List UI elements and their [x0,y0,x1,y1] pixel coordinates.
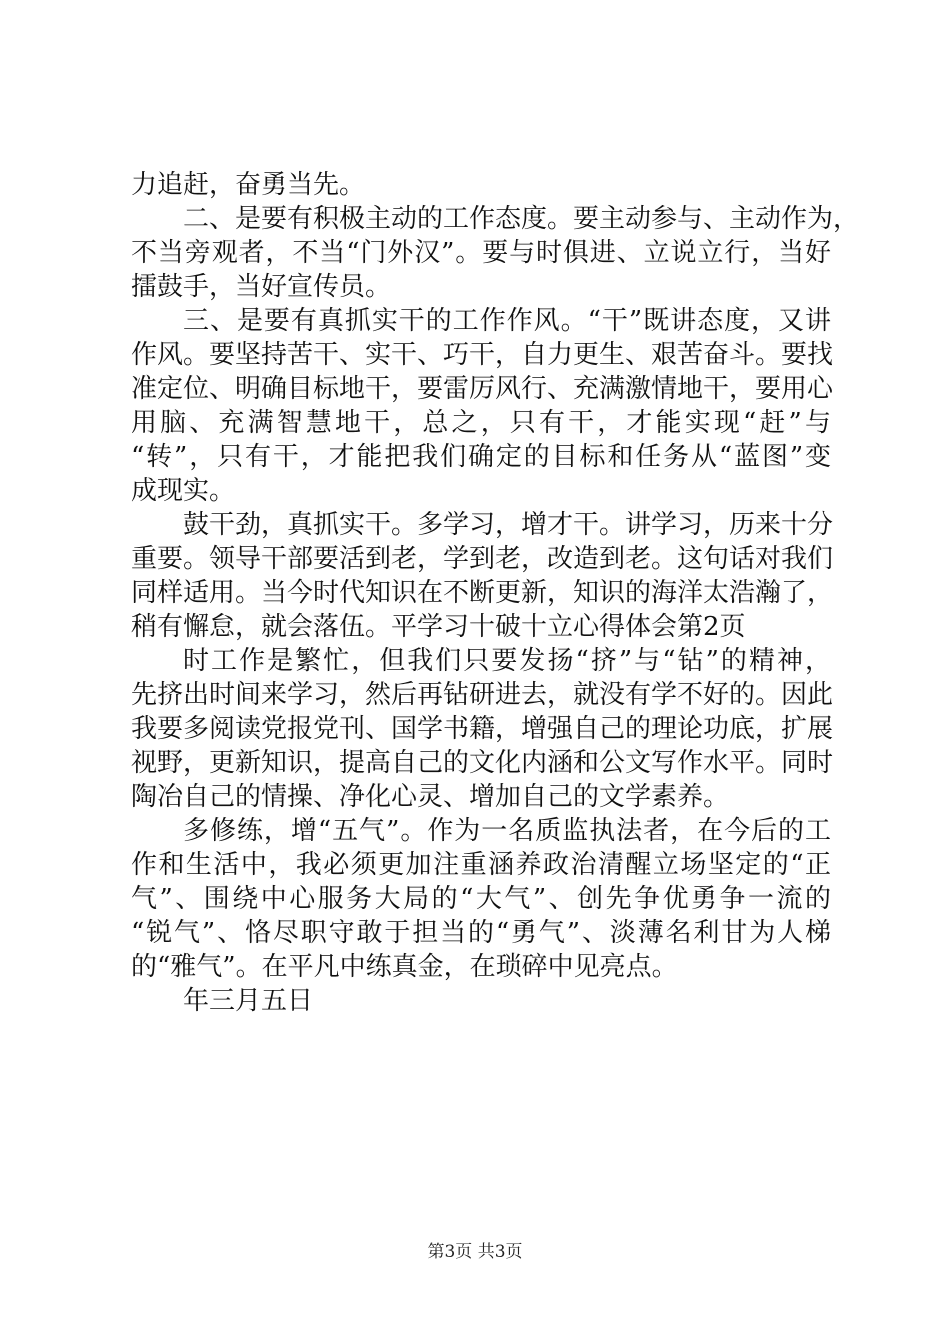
text-line: 时工作是繁忙，但我们只要发扬“挤”与“钻”的精神， [183,646,831,676]
document-body [131,168,860,1018]
text-line: 三、是要有真抓实干的工作作风。“干”既讲态度，又讲 [183,306,831,336]
text-line: 我要多阅读党报党刊、国学书籍，增强自己的理论功底，扩展 [131,714,834,744]
text-line: 重要。领导干部要活到老，学到老，改造到老。这句话对我们 [131,544,834,574]
text-line: 陶冶自己的情操、净化心灵、增加自己的文学素养。 [131,782,730,812]
text-line: 作和生活中，我必须更加注重涵养政治清醒立场坚定的“正 [131,850,831,880]
text-line: 气”、围绕中心服务大局的“大气”、创先争优勇争一流的 [131,884,831,914]
text-line: “锐气”、恪尽职守敢于担当的“勇气”、淡薄名利甘为人梯 [131,918,831,948]
text-line: 准定位、明确目标地干，要雷厉风行、充满激情地干，要用心 [131,374,834,404]
text-line: 擂鼓手，当好宣传员。 [131,272,392,302]
text-line: 成现实。 [131,476,236,506]
text-line: 同样适用。当今时代知识在不断更新，知识的海洋太浩瀚了， [131,578,834,608]
text-line: 先挤出时间来学习，然后再钻研进去，就没有学不好的。因此 [131,680,834,710]
text-line: 不当旁观者，不当“门外汉”。要与时俱进、立说立行，当好 [131,238,831,268]
text-line: 作风。要坚持苦干、实干、巧干，自力更生、艰苦奋斗。要找 [131,340,834,370]
text-line: 鼓干劲，真抓实干。多学习，增才干。讲学习，历来十分 [183,510,834,540]
text-line: 的“雅气”。在平凡中练真金，在琐碎中见亮点。 [131,952,678,982]
text-line: 二、是要有积极主动的工作态度。要主动参与、主动作为， [183,204,860,234]
text-line: 年三月五日 [183,986,314,1016]
text-line: 稍有懈怠，就会落伍。平学习十破十立心得体会第2页 [131,612,746,642]
text-line: 视野，更新知识，提高自己的文化内涵和公文写作水平。同时 [131,748,834,778]
text-line: 用脑、充满智慧地干，总之，只有干，才能实现“赶”与 [131,408,831,438]
text-line: 力追赶，奋勇当先。 [131,170,366,200]
page-footer: 第3页 共3页 [427,1242,523,1262]
text-line: 多修练，增“五气”。作为一名质监执法者，在今后的工 [183,816,831,846]
text-line: “转”，只有干，才能把我们确定的目标和任务从“蓝图”变 [131,442,831,472]
